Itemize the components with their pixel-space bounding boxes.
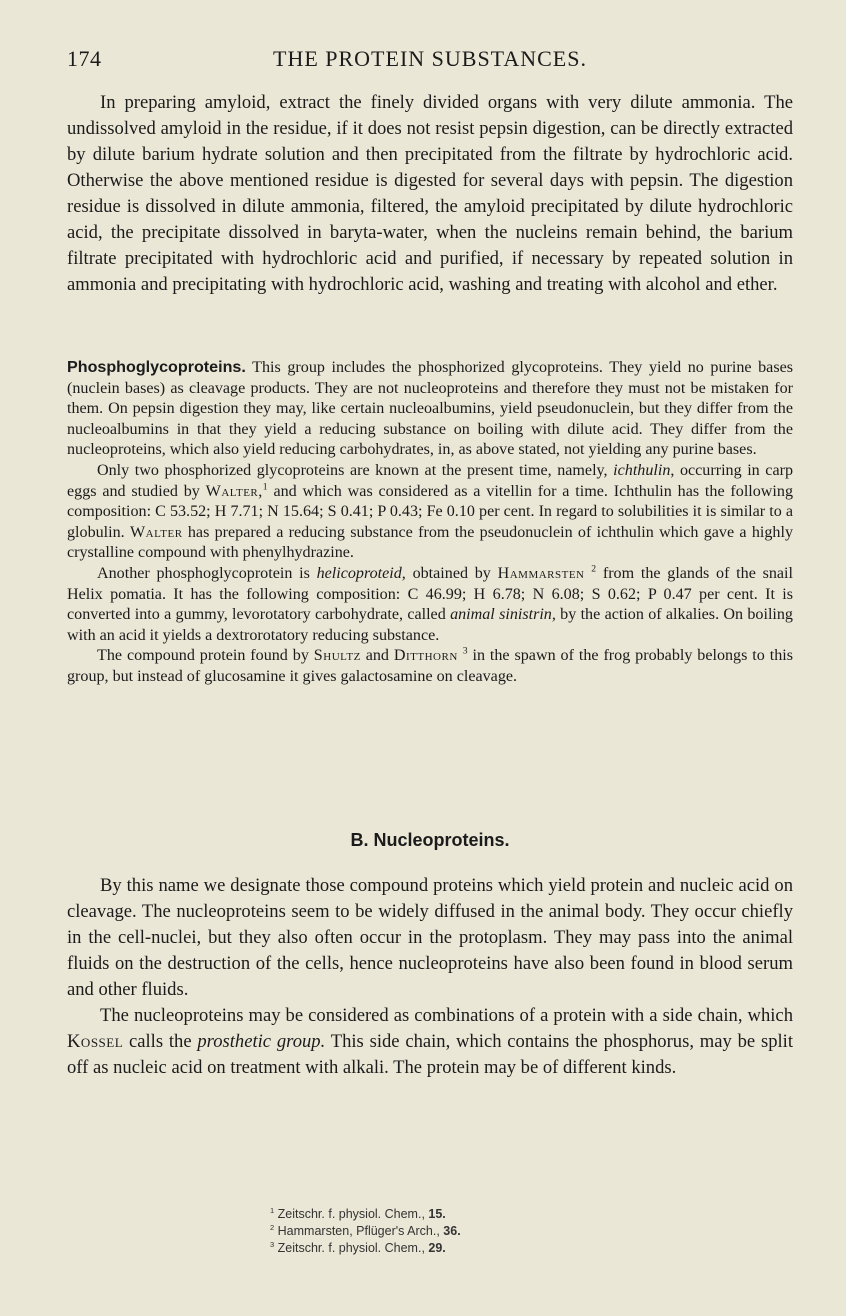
nucleoproteins-paragraph-2: The nucleoproteins may be considered as combinations of a protein with a side chain, which Kossel calls the prosthetic group. This side chain, which contains the phosphorus, may be split off as nucleic acid on treatment with alkali. The protein may be of different kinds. bbox=[67, 1005, 793, 1078]
amyloid-text: In preparing amyloid, extract the finely divided organs with very dilute ammonia. The undissolved amyloid in the residue, if it does not resist pepsin digestion, can be directly extracted by dilute barium hydrate solution and then precipitated from the filtrate by hydrochloric acid. Otherwise the above mentioned residue is digested for several days with pepsin. The digestion residue is dissolved in dilute ammonia, filtered, the amyloid precipitated by dilute hydrochloric acid, the precipitate dissolved in baryta-water, when the nucleins remain behind, the barium filtrate precipitated with hydrochloric acid and purified, if necessary by repeated solution in ammonia and precipitating with hydrochloric acid, washing and treating with alcohol and ether. bbox=[67, 92, 793, 295]
footnote-3: $^3$ Zeitschr. f. physiol. Chem., 29. bbox=[270, 1239, 446, 1255]
phosphoglycoproteins-paragraph: Phosphoglycoproteins. This group includes the phosphorized glycoproteins. They yield no purine bases (nuclein bases) as cleavage products. They are not nucleoproteins and therefore they must not be mistaken for them. On pepsin digestion they may, like certain nucleoalbumins, yield pseudonuclein, but they differ from the nucleoalbumins in that they yield a reducing substance on boiling with dilute acid. They differ from the nucleoproteins, which also yield reducing carbohydrates, in, as above stated, not yielding any purine bases. bbox=[67, 358, 793, 459]
prosthetic-group-term: prosthetic group. bbox=[197, 1031, 326, 1052]
page-number: 174 bbox=[67, 46, 102, 71]
phosphoglycoproteins-heading: Phosphoglycoproteins. bbox=[67, 358, 246, 376]
author-kossel: Kossel bbox=[67, 1031, 124, 1052]
phosphoglycoproteins-section bbox=[67, 357, 793, 688]
section-heading-nucleoproteins: B. Nucleoproteins. bbox=[350, 830, 510, 850]
footnote-ref-3: 3 bbox=[462, 645, 468, 657]
amyloid-paragraph bbox=[67, 90, 793, 298]
author-walter-2: Walter bbox=[129, 523, 183, 541]
footnote-ref-1: 1 bbox=[262, 481, 268, 493]
running-head: THE PROTEIN SUBSTANCES. bbox=[273, 46, 587, 71]
ichthulin-term: ichthulin bbox=[613, 461, 671, 479]
footnotes bbox=[270, 1206, 790, 1257]
footnote-ref-2: 2 bbox=[591, 563, 597, 575]
nucleoproteins-section bbox=[67, 873, 793, 1081]
helicoproteid-paragraph: Another phosphoglycoprotein is helicoproteid, obtained by Hammarsten $^2$ from the glands of the snail Helix pomatia. It has the following composition: C 46.99; H 6.78; N 6.08; S 0.62; P 0.47 per cent. It is converted into a gummy, levorotatory carbohydrate, called animal sinistrin, by the action of alkalies. On boiling with an acid it yields a dextrorotatory reducing substance. bbox=[67, 563, 793, 644]
animal-sinistrin-term: animal sinistrin, bbox=[450, 606, 556, 624]
author-hammarsten: Hammarsten bbox=[497, 564, 585, 582]
helicoproteid-term: helicoproteid, bbox=[316, 564, 406, 582]
nucleoproteins-paragraph-1: By this name we designate those compound proteins which yield protein and nucleic acid on cleavage. The nucleoproteins seem to be widely diffused in the animal body. They occur chiefly in the cell-nuclei, but they also often occur in the protoplasm. They may pass into the animal fluids on the destruction of the cells, hence nucleoproteins have also been found in blood serum and other fluids. bbox=[67, 875, 793, 1000]
footnote-2: $^2$ Hammarsten, Pflüger's Arch., 36. bbox=[270, 1222, 461, 1238]
author-walter: Walter, bbox=[205, 482, 263, 500]
ichthulin-paragraph: Only two phosphorized glycoproteins are known at the present time, namely, ichthulin, occurring in carp eggs and studied by Walter,$^1$ and which was considered as a vitellin for a time. Ichthulin has the following composition: C 53.52; H 7.71; N 15.64; S 0.41; P 0.43; Fe 0.10 per cent. In regard to solubilities it is similar to a globulin. Walter has prepared a reducing substance from the pseudonuclein of ichthulin which gave a highly crystalline compound with phenylhydrazine. bbox=[67, 461, 793, 562]
footnote-1: $^1$ Zeitschr. f. physiol. Chem., 15. bbox=[270, 1205, 446, 1221]
author-ditthorn: Ditthorn bbox=[393, 647, 458, 665]
frog-spawn-paragraph: The compound protein found by Shultz and Ditthorn $^3$ in the spawn of the frog probably belongs to this group, but instead of glucosamine it gives galactosamine on cleavage. bbox=[67, 645, 793, 685]
page-header bbox=[67, 46, 793, 76]
author-shultz: Shultz bbox=[313, 647, 361, 665]
